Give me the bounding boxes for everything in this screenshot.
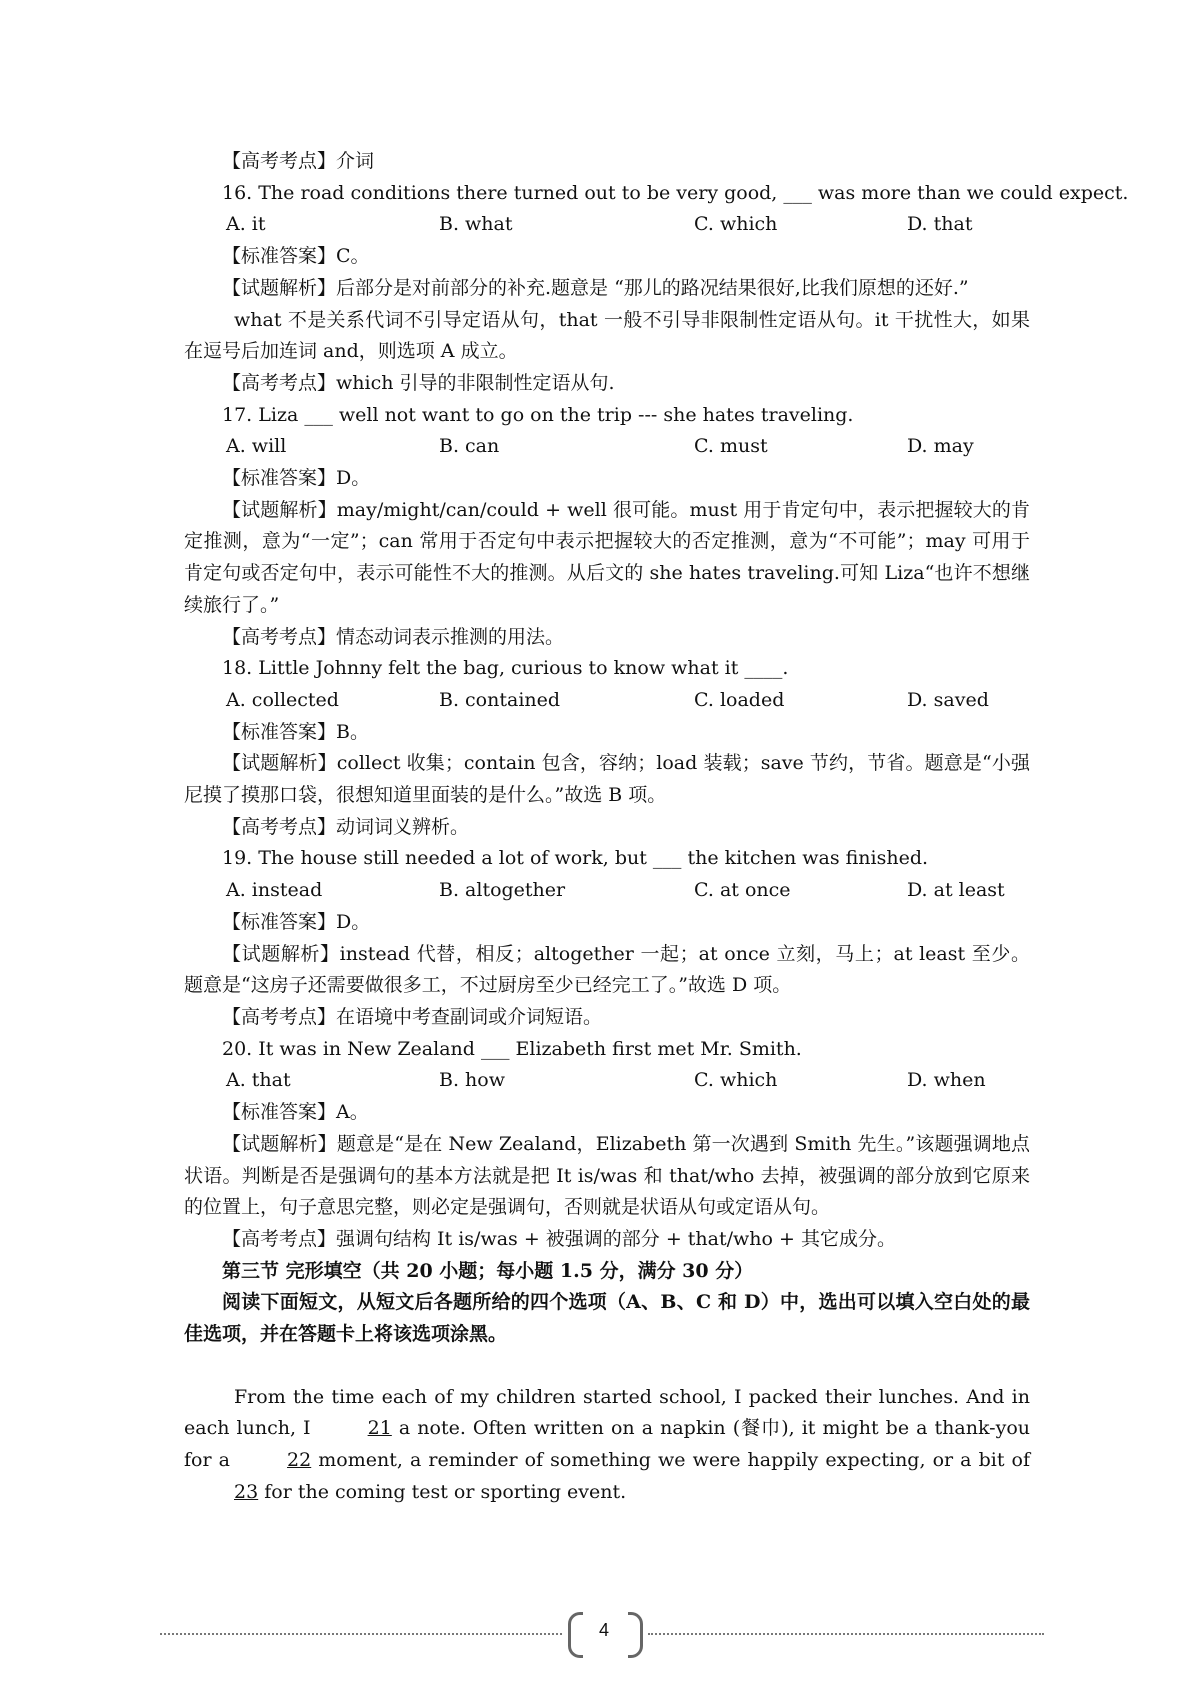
option-d: D. at least xyxy=(907,879,1005,902)
option-c: C. must xyxy=(694,435,768,458)
footer-bracket-left xyxy=(568,1612,583,1658)
passage-text: moment, a reminder of something we were happily expecting, or a bit of xyxy=(311,1449,1030,1472)
passage-text: for the coming test or sporting event. xyxy=(258,1480,627,1503)
option-a: A. instead xyxy=(226,879,323,902)
question-text: 17. Liza ___ well not want to go on the trip --- she hates traveling. xyxy=(222,403,854,426)
question-text: 20. It was in New Zealand ___ Elizabeth first met Mr. Smith. xyxy=(222,1037,802,1060)
label-text: 【标准答案】C。 xyxy=(222,245,370,268)
footer-rule-left xyxy=(160,1633,562,1635)
label-text: 【标准答案】B。 xyxy=(222,720,369,743)
option-a: A. collected xyxy=(226,688,339,711)
label-text: 【标准答案】D。 xyxy=(222,467,371,490)
passage-text: a note. Often written on a napkin (餐巾), it might be a thank-you for a xyxy=(184,1417,1030,1472)
blank-21: 21 xyxy=(367,1417,392,1440)
answer-options xyxy=(184,685,1030,717)
label-text: 【标准答案】A。 xyxy=(222,1101,369,1124)
label-text: 【高考考点】介词 xyxy=(222,150,375,172)
option-d: D. may xyxy=(907,435,974,458)
page-footer xyxy=(160,1612,1044,1656)
option-d: D. when xyxy=(907,1069,986,1092)
option-b: B. can xyxy=(439,435,500,458)
para2-text: what 不是关系代词不引导定语从句，that 一般不引导非限制性定语从句。it 干扰性大，如果在逗号后加连词 and，则选项 A 成立。 xyxy=(184,308,1030,363)
passage-text: From the time each of my children started school, I packed their lunches. And in each lunch, I xyxy=(184,1385,1030,1440)
para-text: 【试题解析】后部分是对前部分的补充.题意是 “那儿的路况结果很好,比我们原想的还好.” xyxy=(222,276,969,299)
answer-options xyxy=(184,1065,1030,1097)
option-c: C. loaded xyxy=(694,688,785,711)
option-b: B. what xyxy=(439,213,513,236)
option-d: D. that xyxy=(907,213,973,236)
spacer xyxy=(184,1351,1030,1382)
answer-options xyxy=(184,209,1030,241)
question-content xyxy=(184,146,1129,1351)
para-text: 【试题解析】collect 收集；contain 包含，容纳；load 装载；save 节约，节省。题意是“小强尼摸了摸那口袋，很想知道里面装的是什么。”故选 B 项。 xyxy=(184,752,1030,807)
option-c: C. at once xyxy=(694,879,791,902)
blank-22: 22 xyxy=(287,1449,312,1472)
question-text: 19. The house still needed a lot of work, but ___ the kitchen was finished. xyxy=(222,847,929,870)
para-text: 【试题解析】题意是“是在 New Zealand，Elizabeth 第一次遇到 Smith 先生。”该题强调地点状语。判断是否是强调句的基本方法就是把 It is/was 和 that/who 去掉，被强调的部分放到它原来的位置上，句子意思完整，则必定是强调句，否则就是状语从句或定语从句。 xyxy=(184,1132,1030,1219)
option-d: D. saved xyxy=(907,688,989,711)
question-text: 16. The road conditions there turned out to be very good, ___ was more than we could expect. xyxy=(222,181,1129,204)
answer-options xyxy=(184,875,1030,907)
label-text: 【高考考点】which 引导的非限制性定语从句. xyxy=(222,371,615,394)
document-page xyxy=(184,146,1129,1509)
option-b: B. altogether xyxy=(439,879,566,902)
para-text: 【试题解析】may/might/can/could + well 很可能。must 用于肯定句中，表示把握较大的肯定推测，意为“一定”；can 常用于否定句中表示把握较大的否定推测，意为“不可能”；may 可用于肯定句或否定句中，表示可能性不大的推测。从后文的 she hates traveling.可知 Liza“也许不想继续旅行了。” xyxy=(184,498,1030,616)
option-c: C. which xyxy=(694,1069,778,1092)
option-b: B. how xyxy=(439,1069,505,1092)
para-text: 【试题解析】instead 代替，相反；altogether 一起；at once 立刻，马上；at least 至少。题意是“这房子还需要做很多工，不过厨房至少已经完工了。”故选 D 项。 xyxy=(184,942,1030,997)
label-text: 【高考考点】强调句结构 It is/was + 被强调的部分 + that/who + 其它成分。 xyxy=(222,1227,896,1250)
section-text: 第三节 完形填空（共 20 小题；每小题 1.5 分，满分 30 分） xyxy=(222,1259,754,1282)
cloze-passage xyxy=(184,1382,1030,1509)
option-a: A. it xyxy=(226,213,266,236)
option-a: A. will xyxy=(226,435,287,458)
blank-23: 23 xyxy=(234,1480,259,1503)
option-c: C. which xyxy=(694,213,778,236)
label-text: 【高考考点】动词词义辨析。 xyxy=(222,815,470,838)
question-text: 18. Little Johnny felt the bag, curious to know what it ____. xyxy=(222,657,789,680)
label-text: 【高考考点】在语境中考查副词或介词短语。 xyxy=(222,1005,603,1028)
footer-rule-right xyxy=(648,1633,1044,1635)
bold-para-text: 阅读下面短文，从短文后各题所给的四个选项（A、B、C 和 D）中，选出可以填入空白处的最佳选项，并在答题卡上将该选项涂黑。 xyxy=(184,1291,1030,1346)
page-number: 4 xyxy=(598,1620,609,1640)
label-text: 【标准答案】D。 xyxy=(222,910,371,933)
footer-bracket-right xyxy=(628,1612,643,1658)
option-b: B. contained xyxy=(439,688,561,711)
answer-options xyxy=(184,431,1030,463)
option-a: A. that xyxy=(226,1069,291,1092)
label-text: 【高考考点】情态动词表示推测的用法。 xyxy=(222,625,565,648)
